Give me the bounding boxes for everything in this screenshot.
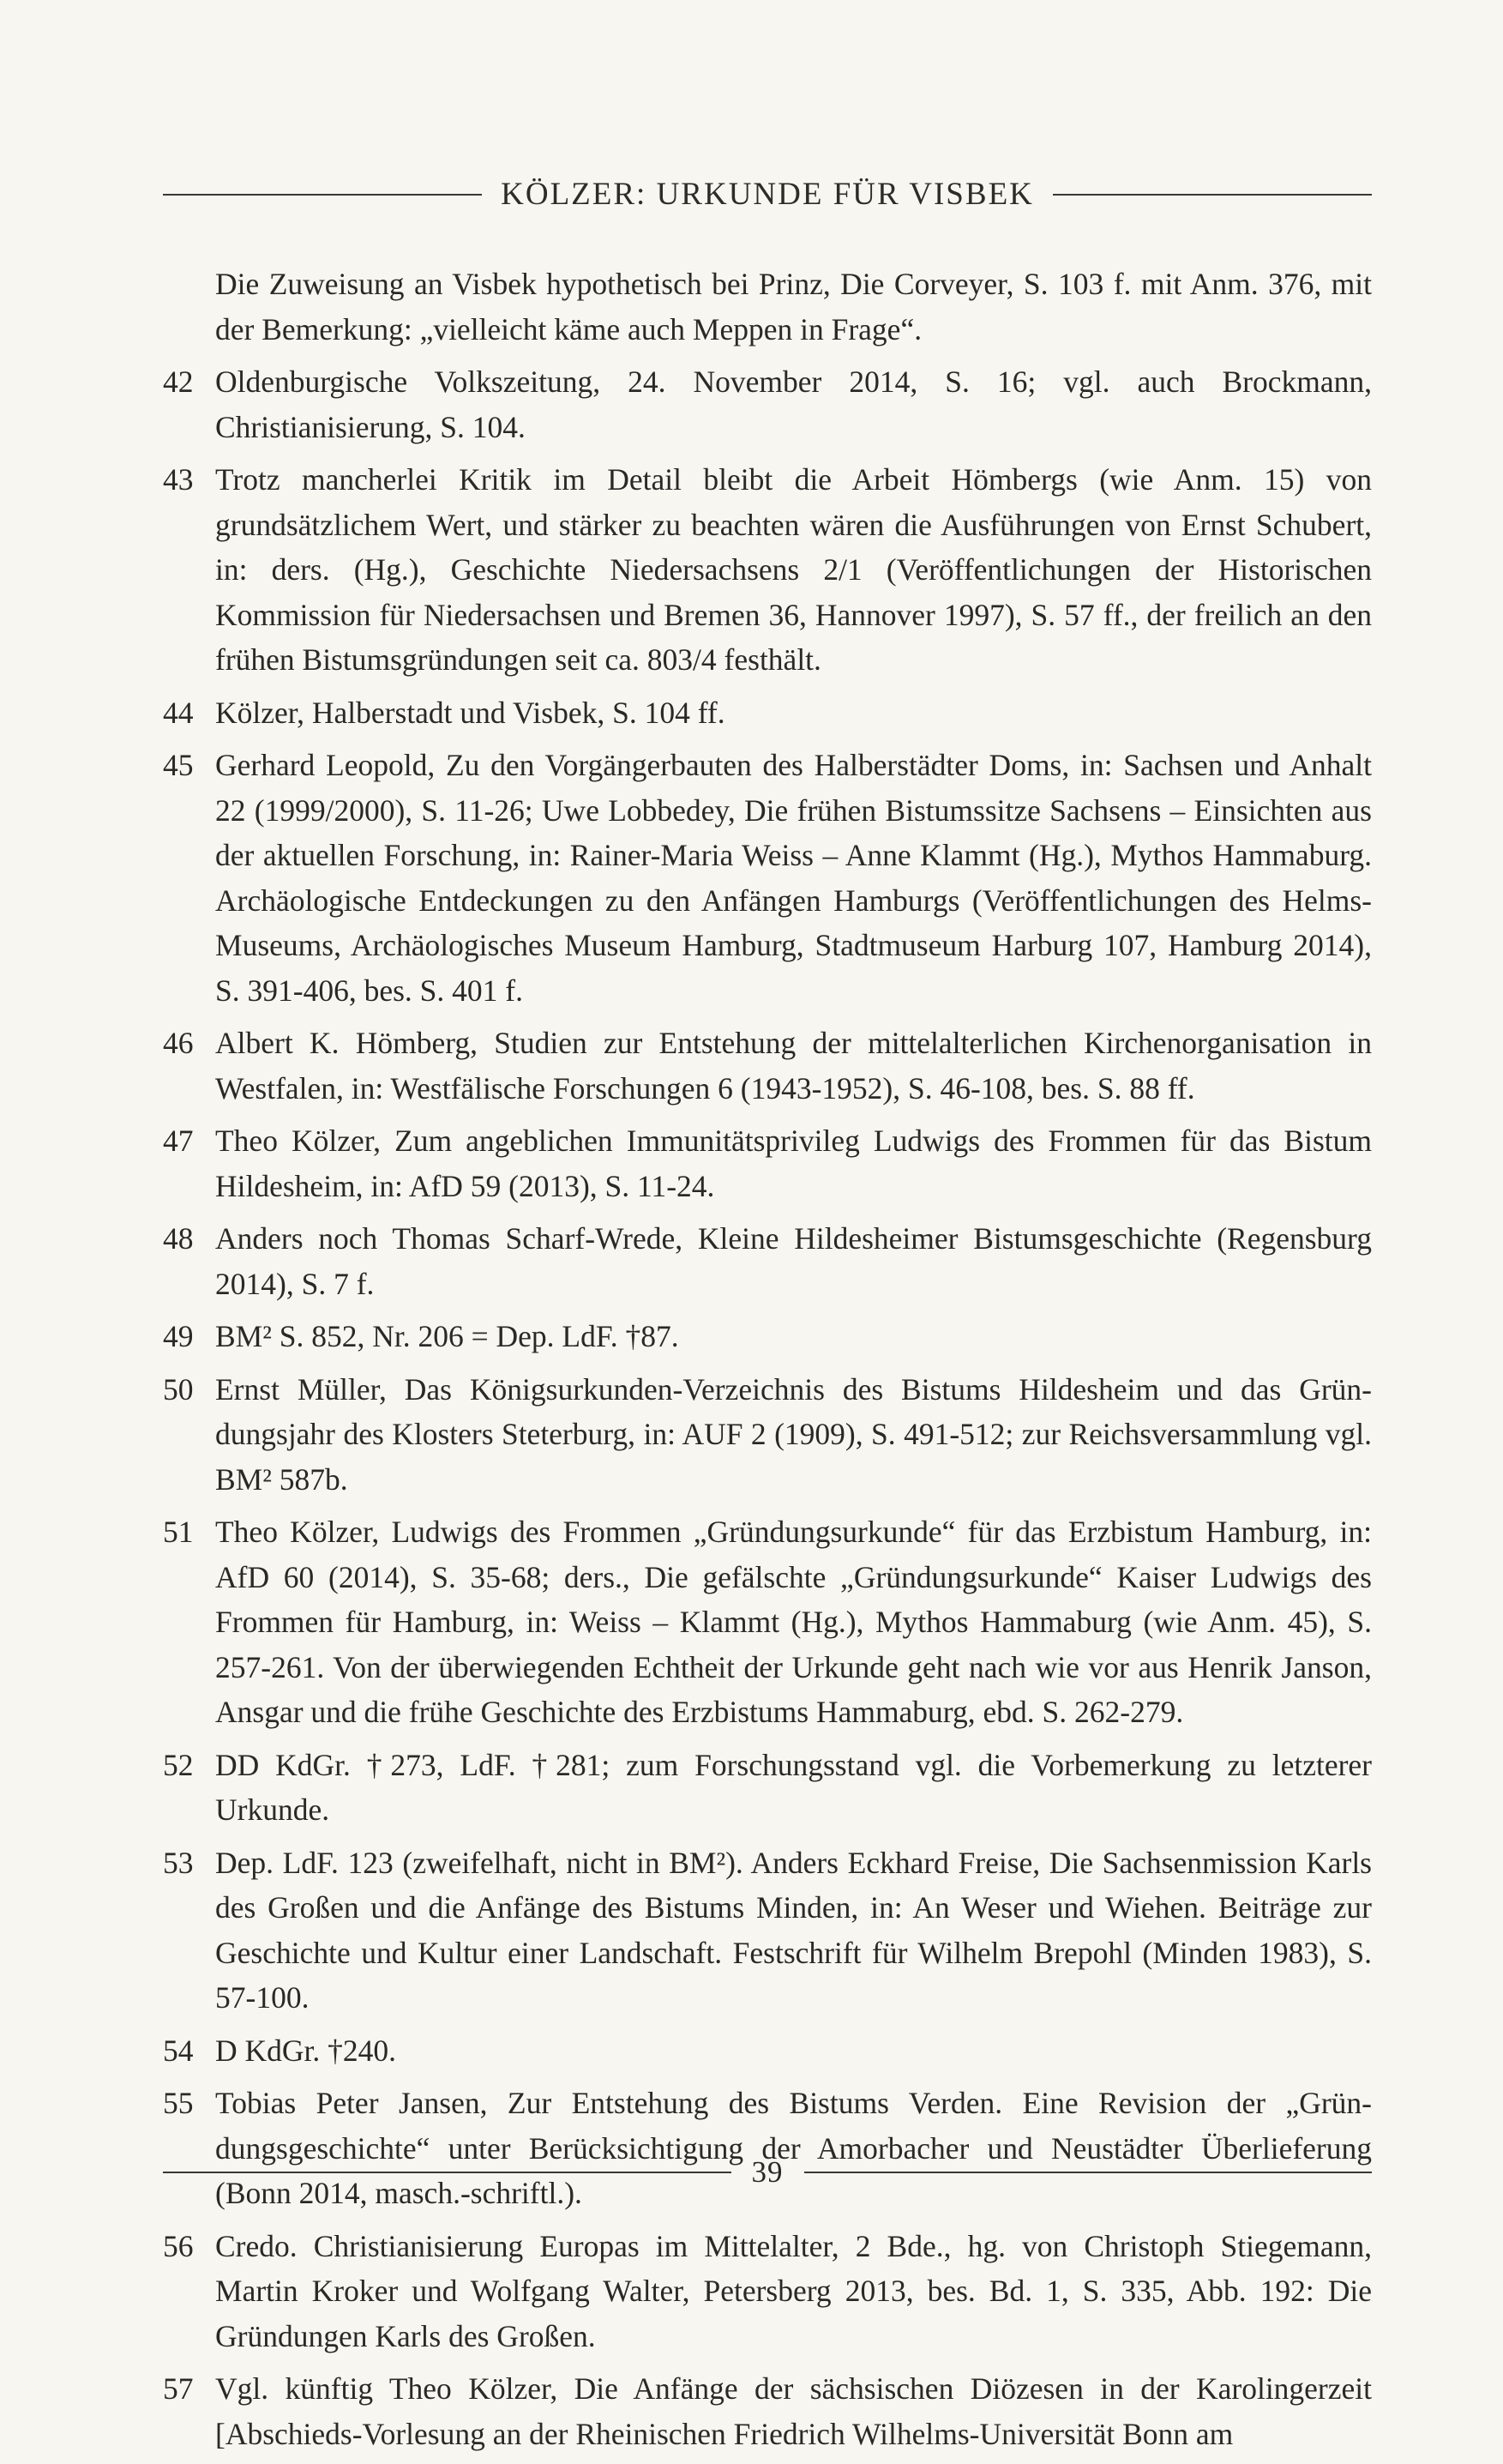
footnote-text: Dep. LdF. 123 (zweifelhaft, nicht in BM²). Anders Eckhard Freise, Die Sachsenmission Karls des Großen und die Anfänge des Bistums Minden, in: An Weser und Wiehen. Beiträge zur Geschichte und Kultur einer Landschaft. Festschrift für Wilhelm Brepohl (Minden 1983), S. 57-100.	[215, 1845, 1372, 2015]
footnote-text: Gerhard Leopold, Zu den Vorgängerbauten des Halberstädter Doms, in: Sachsen und Anhalt 22 (1999/2000), S. 11-26; Uwe Lobbedey, Die frühen Bistumssitze Sachsens – Einsichten aus der aktuellen Forschung, in: Rainer-Maria Weiss – Anne Klammt (Hg.), Mythos Hammaburg. Archäologische Entdeckungen zu den Anfängen Hamburgs (Veröffentlichungen des Helms-Museums, Archäologisches Museum Hamburg, Stadtmuseum Harburg 107, Hamburg 2014), S. 391-406, bes. S. 401 f.	[215, 748, 1372, 1008]
footnote-number: 43	[163, 462, 194, 497]
page-number: 39	[751, 2155, 784, 2189]
footer-rule-right	[804, 2172, 1373, 2173]
footnote-text: D KdGr. †240.	[215, 2033, 397, 2068]
footnote-number: 54	[163, 2033, 194, 2068]
footnote-53	[163, 1840, 1372, 2021]
footnote-43	[163, 457, 1372, 683]
running-head-title: KÖLZER: URKUNDE FÜR VISBEK	[501, 177, 1034, 212]
footnote-number: 44	[163, 695, 194, 730]
footnote-number: 50	[163, 1371, 194, 1407]
footnote-text: DD KdGr. †273, LdF. †281; zum Forschungsstand vgl. die Vorbemerkung zu letzterer Urkunde.	[215, 1747, 1372, 1827]
footnote-number: 55	[163, 2086, 194, 2120]
footnote-number: 49	[163, 1319, 194, 1353]
footnote-text: Theo Kölzer, Ludwigs des Frommen „Gründungsurkunde“ für das Erzbistum Hamburg, in: AfD 60 (2014), S. 35-68; ders., Die gefälschte „Gründungsurkunde“ Kaiser Ludwigs des Frommen für Hamburg, in: Weiss – Klammt (Hg.), Mythos Hammaburg (wie Anm. 45), S. 257-261. Von der überwiegenden Echtheit der Urkunde geht nach wie vor aus Henrik Janson, Ansgar und die frühe Geschichte des Erzbistums Hammaburg, ebd. S. 262-279.	[215, 1515, 1372, 1729]
footnote-number: 53	[163, 1845, 194, 1880]
footnote-text: Trotz mancherlei Kritik im Detail bleibt die Arbeit Hömbergs (wie Anm. 15) von grundsätzlichem Wert, und stärker zu beachten wären die Ausführungen von Ernst Schubert, in: ders. (Hg.), Geschichte Niedersachsens 2/1 (Veröffentlichungen der Historischen Kommission für Niedersachsen und Bremen 36, Hannover 1997), S. 57 ff., der freilich an den frühen Bistumsgründungen seit ca. 803/4 festhält.	[215, 462, 1372, 677]
footnote-text: Albert K. Hömberg, Studien zur Entstehung der mittelalterlichen Kirchenorganisation in Westfalen, in: Westfälische Forschungen 6 (1943-1952), S. 46-108, bes. S. 88 ff.	[215, 1026, 1372, 1105]
footnote-number: 52	[163, 1747, 194, 1782]
footnote-50	[163, 1367, 1372, 1503]
footnote-text: BM² S. 852, Nr. 206 = Dep. LdF. †87.	[215, 1319, 679, 1353]
footnote-number: 57	[163, 2371, 194, 2406]
footnote-text: Credo. Christianisierung Europas im Mittelalter, 2 Bde., hg. von Christoph Stiegemann, Martin Kroker und Wolfgang Walter, Petersberg 2013, bes. Bd. 1, S. 335, Abb. 192: Die Gründungen Karls des Großen.	[215, 2228, 1372, 2353]
footnote-number: 48	[163, 1221, 194, 1256]
footnote-47	[163, 1118, 1372, 1208]
footnote-46	[163, 1021, 1372, 1111]
running-head-rule-left	[163, 194, 482, 196]
footnote-52	[163, 1743, 1372, 1833]
footnote-54	[163, 2028, 1372, 2074]
footnote-text: Vgl. künftig Theo Kölzer, Die Anfänge der sächsischen Diözesen in der Karolingerzeit [Abschieds-Vorlesung an der Rheinischen Friedrich Wilhelms-Universität Bonn am	[215, 2371, 1372, 2451]
footnote-text: Tobias Peter Jansen, Zur Entstehung des Bistums Verden. Eine Revision der „Gründungsgeschichte“ unter Berücksichtigung der Amorbacher und Neustädter Überlieferung (Bonn 2014, masch.-schriftl.).	[215, 2086, 1372, 2210]
footnote-text: Kölzer, Halberstadt und Visbek, S. 104 ff.	[215, 695, 725, 730]
footnote-49	[163, 1314, 1372, 1359]
footnote-text: Ernst Müller, Das Königsurkunden-Verzeichnis des Bistums Hildesheim und das Gründungsjahr des Klosters Steterburg, in: AUF 2 (1909), S. 491-512; zur Reichsversammlung vgl. BM² 587b.	[215, 1371, 1372, 1497]
footnote-number: 46	[163, 1026, 194, 1060]
footnote-number: 47	[163, 1124, 194, 1158]
running-head-rule-right	[1053, 194, 1372, 196]
footer-rule-left	[163, 2172, 731, 2173]
footnote-continuation	[163, 262, 1372, 352]
footnote-number: 42	[163, 364, 194, 399]
footnote-text: Oldenburgische Volkszeitung, 24. November 2014, S. 16; vgl. auch Brockmann, Christianisierung, S. 104.	[215, 364, 1372, 444]
footnote-text: Die Zuweisung an Visbek hypothetisch bei Prinz, Die Corveyer, S. 103 f. mit Anm. 376, mit der Bemerkung: „vielleicht käme auch Meppen in Frage“.	[215, 267, 1372, 346]
footnote-56	[163, 2224, 1372, 2359]
footnote-55	[163, 2081, 1372, 2216]
footnote-45	[163, 743, 1372, 1013]
footnote-text: Theo Kölzer, Zum angeblichen Immunitätsprivileg Ludwigs des Frommen für das Bistum Hildesheim, in: AfD 59 (2013), S. 11-24.	[215, 1124, 1372, 1203]
footnotes	[163, 262, 1372, 2464]
page-footer	[163, 2155, 1372, 2190]
footnote-48	[163, 1216, 1372, 1306]
footnote-text: Anders noch Thomas Scharf-Wrede, Kleine Hildesheimer Bistumsgeschichte (Regensburg 2014), S. 7 f.	[215, 1221, 1372, 1301]
footnote-57	[163, 2366, 1372, 2456]
footnote-number: 56	[163, 2228, 194, 2263]
footnote-number: 45	[163, 748, 194, 782]
footnote-number: 51	[163, 1515, 194, 1549]
footnote-51	[163, 1509, 1372, 1735]
running-head	[163, 176, 1372, 213]
footnote-42	[163, 359, 1372, 449]
footnote-44	[163, 690, 1372, 736]
